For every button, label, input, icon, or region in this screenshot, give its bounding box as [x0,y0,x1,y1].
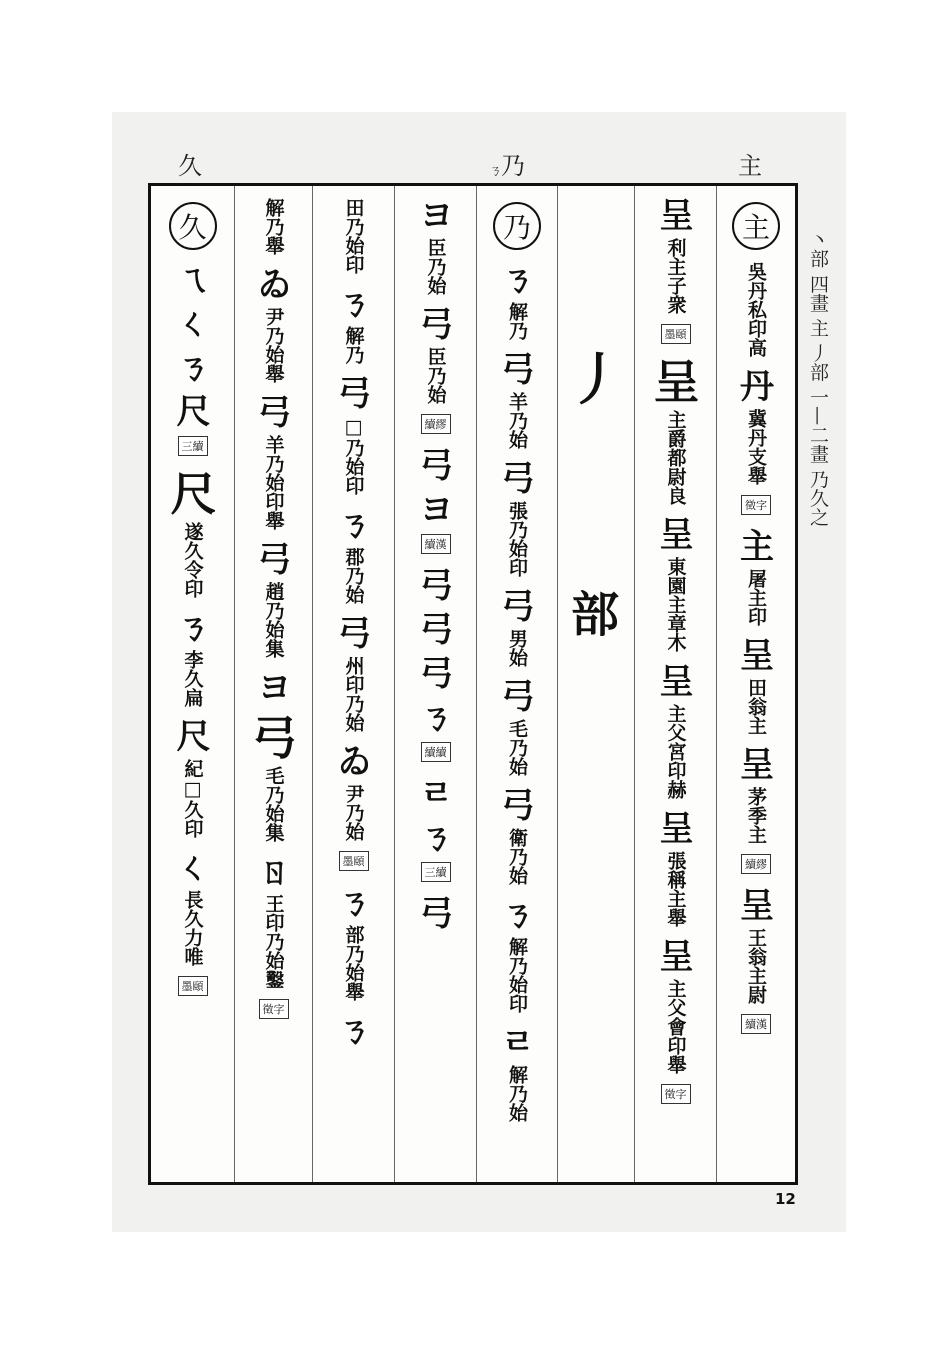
seal-entry [338,614,370,738]
seal-glyph: 弓 [501,786,533,826]
header-left-char: 久 [178,152,202,180]
seal-table [148,183,798,1185]
seal-glyph: ㄋ [337,1011,370,1051]
source-tag: 續繆 [421,414,451,434]
seal-caption: 李久扁 [181,650,204,707]
seal-entry [258,668,290,708]
seal-glyph: 呈 [659,515,692,555]
seal-glyph: 弓 [337,374,370,414]
seal-entry [338,505,370,610]
seal-caption: 紀□久印 [181,759,204,838]
seal-entry [344,196,364,280]
seal-entry [420,610,452,650]
seal-caption: 解乃 [506,302,528,340]
seal-caption: 羊乃始印舉 [262,435,285,530]
source-tag: 徵字 [741,495,771,515]
seal-glyph: ㄋ [337,284,370,324]
seal-entry [420,654,452,694]
seal-entry [660,937,692,1112]
seal-caption: 毛乃始 [506,719,528,776]
seal-glyph: 主 [740,527,772,567]
seal-glyph: ㄋ [337,505,370,545]
seal-glyph: ゐ [257,265,290,305]
seal-caption: 解乃舉 [262,198,285,255]
seal-caption: 州印乃始 [342,656,365,732]
seal-entry [501,350,533,455]
source-tag: 續繆 [741,854,771,874]
seal-glyph: ゐ [337,742,370,782]
seal-caption: 遂久令印 [181,522,204,598]
seal-caption: 茅季主 [745,787,767,844]
seal-glyph: 弓 [419,566,452,606]
seal-caption: 臣乃始 [424,238,447,295]
seal-entry [177,608,209,713]
side-index-text: 丶部 四畫 主 丿部 一—二畫 乃久之 [807,230,829,527]
seal-entry [252,712,296,848]
seal-entry [740,367,772,523]
seal-entry [420,196,452,301]
seal-glyph: 弓 [501,459,533,499]
seal-caption: 衛乃始 [506,828,528,885]
seal-caption: 主爵都尉良 [664,410,687,505]
seal-entry [501,677,533,782]
seal-glyph: ヨ [419,196,452,236]
seal-entry [740,886,772,1042]
seal-entry [660,515,692,658]
seal-entry [740,745,772,882]
seal-caption: 男始 [506,629,528,667]
source-tag: 墨頤 [178,976,208,996]
seal-caption: 長久力唯 [181,890,204,966]
seal-glyph: 呈 [659,196,692,236]
header-center-char: 乃 [501,152,525,180]
seal-entry [177,304,209,344]
seal-glyph: 呈 [653,355,698,409]
seal-glyph: 弓 [257,540,290,580]
seal-caption: 吳丹私印高 [745,262,767,357]
seal-glyph: ㄟ [176,260,209,300]
column-radical [558,186,635,1182]
seal-glyph: 呈 [659,662,692,702]
source-tag: 墨頤 [339,851,369,871]
seal-glyph: 弓 [337,614,370,654]
seal-entry [501,786,533,891]
seal-caption: 趙乃始集 [262,582,285,658]
seal-caption: 毛乃始集 [262,766,285,842]
seal-caption: 張稱主舉 [664,851,687,927]
radical-name: 部 [570,587,621,643]
seal-entry [740,636,772,741]
seal-caption: 利主子衆 [664,238,687,314]
seal-glyph: ㄋ [501,895,533,935]
seal-entry [420,818,452,890]
seal-entry [177,717,209,844]
column-jiu [151,186,235,1182]
seal-caption: 解乃始 [505,1065,528,1122]
page-number: 12 [775,1190,796,1208]
source-tag: 三續 [421,862,451,882]
seal-glyph: 呈 [659,809,692,849]
seal-glyph: ㄋ [337,883,370,923]
seal-caption: 屠主印 [745,569,767,626]
seal-glyph: 弓 [501,350,533,390]
seal-glyph: 弓 [419,305,452,345]
seal-glyph: 弓 [251,711,296,765]
seal-entry [338,742,370,879]
seal-entry [420,894,452,934]
seal-entry [177,348,209,388]
seal-entry [501,587,533,673]
seal-glyph: ㄋ [501,260,533,300]
seal-glyph: ヨ [419,490,452,530]
seal-entry [258,852,290,1027]
seal-entry [420,305,452,442]
seal-entry [171,468,215,604]
seal-caption: 張乃始印 [506,501,528,577]
seal-glyph: 丹 [740,367,772,407]
seal-caption: 田翁主 [745,678,767,735]
seal-entry [338,1011,370,1051]
seal-entry [338,883,370,1007]
column-nai-b [313,186,395,1182]
seal-caption: □乃始印 [342,416,365,495]
seal-entry [501,459,533,583]
seal-entry [502,1023,533,1128]
column-nai-c [395,186,477,1182]
seal-entry [420,446,452,486]
seal-caption: 主父會印舉 [664,979,687,1074]
seal-entry [660,196,692,352]
header-center-small: ㄋ [489,164,503,179]
seal-caption: 尹乃始舉 [262,307,285,383]
seal-entry [501,895,533,1019]
seal-entry [338,284,370,370]
seal-glyph: 呈 [740,636,772,676]
column-zhu-main [717,186,795,1182]
seal-glyph: 尺 [176,392,209,432]
seal-caption: 主父宮印赫 [664,704,687,799]
seal-caption: 解乃始印 [506,937,528,1013]
column-nai-main [477,186,558,1182]
seal-entry [258,265,290,389]
seal-entry [660,809,692,933]
seal-glyph: 呈 [659,937,692,977]
seal-entry [177,848,209,1004]
seal-entry [501,260,533,346]
seal-entry [746,260,766,363]
seal-glyph: ㄹ [501,1023,533,1063]
headword-circle: 主 [732,202,780,250]
source-tag: 續漢 [741,1014,771,1034]
seal-entry [740,527,772,632]
seal-entry [660,662,692,805]
seal-entry [420,566,452,606]
seal-caption: 部乃始舉 [342,925,365,1001]
seal-glyph: ㄋ [419,698,452,738]
seal-entry [264,196,284,261]
seal-glyph: ㄋ [176,348,209,388]
seal-glyph: 弓 [419,446,452,486]
column-zhu-a [635,186,717,1182]
source-tag: 墨頤 [661,324,691,344]
seal-caption: 田乃始印 [342,198,365,274]
seal-entry [338,374,370,501]
source-tag: 續漢 [421,534,451,554]
column-nai-a [235,186,313,1182]
seal-glyph: 弓 [419,654,452,694]
source-tag: 續續 [421,742,451,762]
source-tag: 徵字 [661,1084,691,1104]
seal-glyph: ㄑ [176,304,209,344]
seal-glyph: ヨ [257,668,290,708]
seal-caption: 東園主章木 [664,557,687,652]
seal-glyph: 尺 [176,717,209,757]
seal-glyph: 尺 [170,467,215,521]
headword-circle: 久 [169,202,217,250]
seal-entry [177,392,209,464]
seal-glyph: 弓 [501,587,533,627]
seal-glyph: 呈 [740,745,772,785]
header-right-char: 主 [738,152,762,180]
seal-glyph: ㄑ [176,848,209,888]
seal-entry [177,260,209,300]
seal-glyph: 弓 [501,677,533,717]
seal-caption: 王翁主尉 [745,928,767,1004]
seal-glyph: ㄹ [420,774,451,814]
seal-entry [258,393,290,536]
seal-caption: 王印乃始鑿 [262,894,285,989]
seal-caption: 羊乃始 [506,392,528,449]
seal-caption: 解乃 [342,326,365,364]
seal-glyph: 弓 [419,610,452,650]
seal-entry [420,490,452,562]
seal-glyph: ㄋ [176,608,209,648]
seal-glyph: 弓 [257,393,290,433]
source-tag: 徵字 [259,999,289,1019]
seal-entry [258,540,290,664]
seal-entry [420,774,451,814]
radical-mark: 丿 [568,348,624,413]
seal-glyph: 弓 [419,894,452,934]
seal-caption: 冀丹支舉 [745,409,767,485]
seal-entry [420,698,452,770]
headword-circle: 乃 [493,202,541,250]
seal-caption: 臣乃始 [424,347,447,404]
seal-caption: 郡乃始 [342,547,365,604]
seal-glyph: ㄖ [257,852,290,892]
seal-glyph: ㄋ [419,818,452,858]
seal-glyph: 呈 [740,886,772,926]
seal-entry [654,356,698,511]
seal-caption: 尹乃始 [342,784,365,841]
source-tag: 三續 [178,436,208,456]
